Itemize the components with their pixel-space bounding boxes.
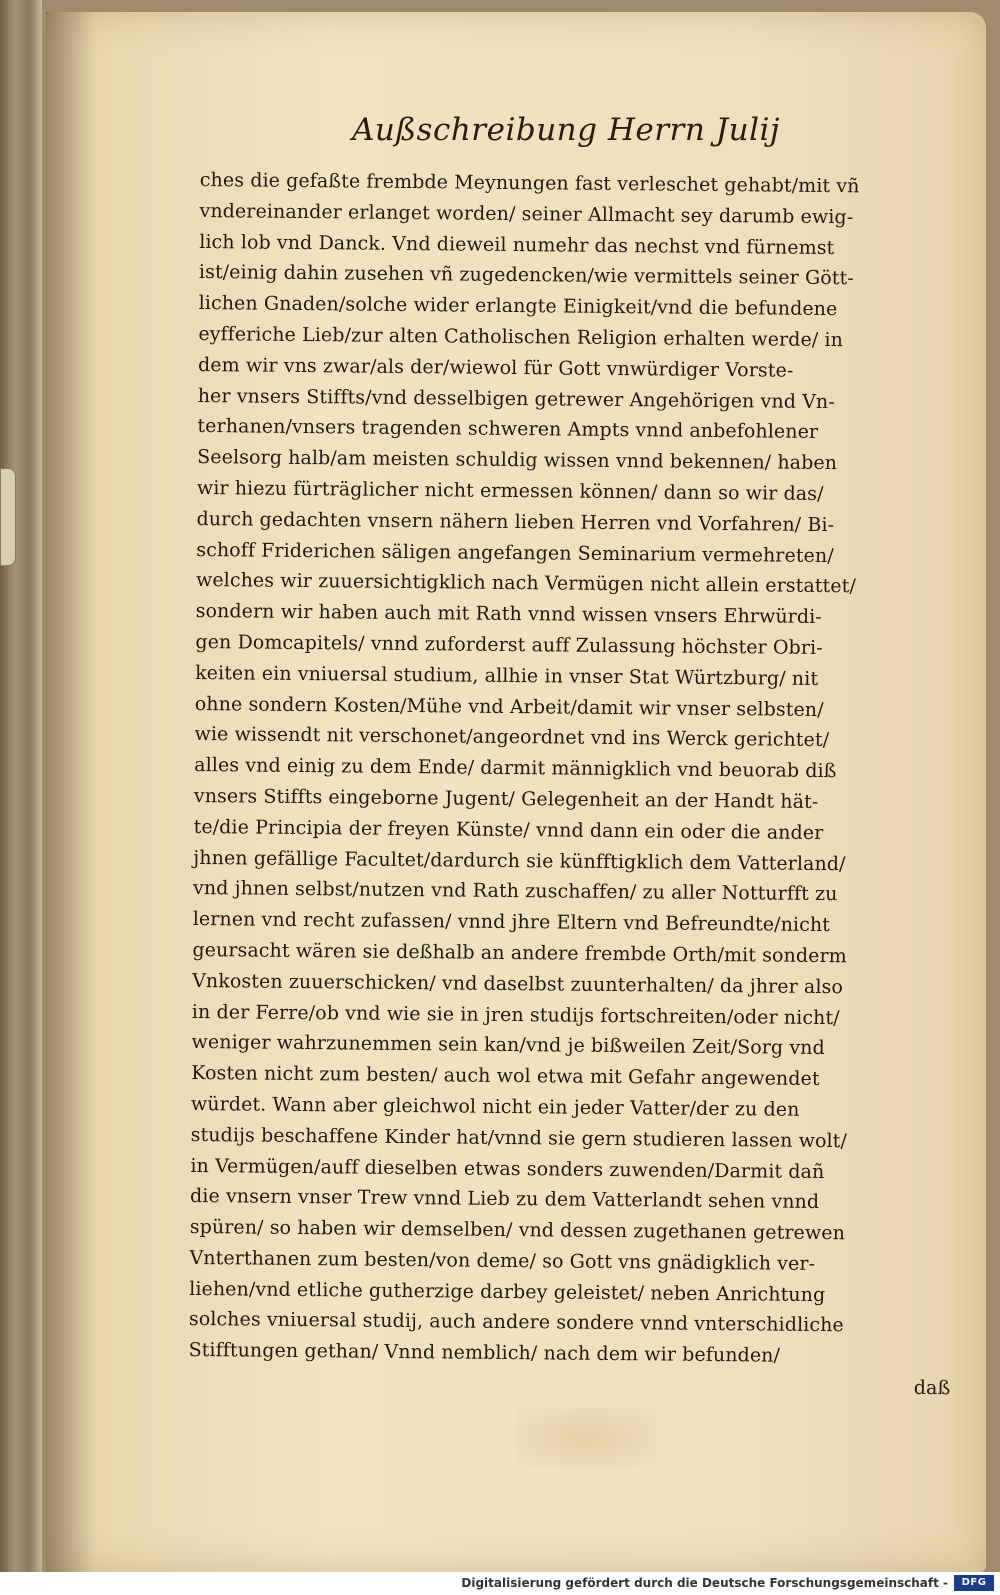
text-line: ohne sondern Kosten/Mühe vnd Arbeit/damit wir vnser selbsten/	[194, 692, 824, 721]
text-line: te/die Principia der freyen Künste/ vnnd dann ein oder die ander	[193, 815, 824, 844]
text-line: wie wissendt nit verschonet/angeordnet vnd ins Werck gerichtet/	[194, 723, 830, 752]
text-line: geursacht wären sie deßhalb an andere frembde Orth/mit sonderm	[192, 938, 847, 968]
text-line: lichen Gnaden/solche wider erlangte Einigkeit/vnd die befundene	[198, 292, 838, 321]
text-line: in der Ferre/ob vnd wie sie in jren studijs fortschreiten/oder nicht/	[191, 1000, 840, 1029]
text-line: Vnterthanen zum besten/von deme/ so Gott vns gnädigklich ver-	[189, 1246, 816, 1275]
text-line: alles vnd einig zu dem Ende/ darmit männigklich vnd beuorab diß	[194, 754, 837, 783]
footer	[0, 1572, 1000, 1595]
text-line: gen Domcapitels/ vnnd zuforderst auff Zulassung höchster Obri-	[195, 630, 823, 659]
text-line: Vnkosten zuuerschicken/ vnd daselbst zuunterhalten/ da jhrer also	[192, 969, 844, 998]
text-line: her vnsers Stiffts/vnd desselbigen getrewer Angehörigen vnd Vn-	[197, 384, 835, 413]
text-line: durch gedachten vnsern nähern lieben Herren vnd Vorfahren/ Bi-	[196, 507, 835, 536]
text-line: dem wir vns zwar/als der/wiewol für Gott vnwürdiger Vorste-	[197, 353, 794, 382]
body-text	[188, 165, 970, 1404]
text-line: lernen vnd recht zufassen/ vnnd jhre Eltern vnd Befreundte/nicht	[192, 908, 831, 937]
dfg-logo: DFG	[954, 1575, 994, 1591]
text-line: weniger wahrzunemmen sein kan/vnd je bißweilen Zeit/Sorg vnd	[191, 1031, 825, 1060]
text-line: wir hiezu fürträglicher nicht ermessen können/ dann so wir das/	[196, 476, 824, 505]
page-gutter-shadow	[46, 12, 94, 1572]
text-line: ches die gefaßte frembde Meynungen fast verleschet gehabt/mit vñ	[199, 168, 860, 198]
text-line: eyfferiche Lieb/zur alten Catholischen Religion erhalten werde/ in	[198, 322, 844, 352]
paper-stain	[516, 1407, 656, 1467]
text-line: Kosten nicht zum besten/ auch wol etwa mit Gefahr angewendet	[191, 1062, 820, 1091]
text-line: ist/einig dahin zusehen vñ zugedencken/wie vermittels seiner Gött-	[198, 261, 854, 290]
text-line: Seelsorg halb/am meisten schuldig wissen vnnd bekennen/ haben	[197, 446, 838, 475]
text-line: vnd jhnen selbst/nutzen vnd Rath zuschaffen/ zu aller Notturfft zu	[192, 877, 838, 906]
text-line: liehen/vnd etliche gutherzige darbey geleistet/ neben Anrichtung	[189, 1277, 826, 1306]
text-line: keiten ein vniuersal studium, allhie in vnser Stat Würtzburg/ nit	[195, 661, 819, 690]
running-head: Außschreibung Herrn Julij	[352, 112, 781, 148]
text-line: in Vermügen/auff dieselben etwas sonders zuwenden/Darmit dañ	[190, 1154, 825, 1183]
book-page-edges	[0, 0, 42, 1572]
text-line: schoff Friderichen säligen angefangen Seminarium vermehreten/	[196, 538, 834, 567]
text-line: spüren/ so haben wir demselben/ vnd dessen zugethanen getrewen	[189, 1216, 846, 1245]
text-line: welches wir zuuersichtigklich nach Vermügen nicht allein erstattet/	[195, 569, 856, 598]
catchword: daß	[913, 1376, 951, 1400]
text-line: studijs beschaffene Kinder hat/vnnd sie gern studieren lassen wolt/	[190, 1123, 848, 1152]
footer-credit: Digitalisierung gefördert durch die Deutsche Forschungsgemeinschaft -	[461, 1576, 948, 1590]
page-tab-marker	[0, 468, 16, 566]
text-line: die vnsern vnser Trew vnnd Lieb zu dem Vatterlandt sehen vnnd	[189, 1185, 820, 1214]
text-line: vnsers Stiffts eingeborne Jugent/ Gelegenheit an der Handt hät-	[193, 784, 819, 813]
text-line: solches vniuersal studij, auch andere sondere vnnd vnterschidliche	[188, 1308, 844, 1337]
text-line: vndereinander erlanget worden/ seiner Allmacht sey darumb ewig-	[199, 199, 854, 229]
text-line: terhanen/vnsers tragenden schweren Ampts vnnd anbefohlener	[197, 415, 819, 444]
text-line: lich lob vnd Danck. Vnd dieweil numehr das nechst vnd fürnemst	[199, 230, 835, 259]
text-line: jhnen gefällige Facultet/dardurch sie künfftigklich dem Vatterland/	[193, 846, 846, 875]
text-line: sondern wir haben auch mit Rath vnnd wissen vnsers Ehrwürdi-	[195, 600, 822, 629]
text-line: Stifftungen gethan/ Vnnd nemblich/ nach dem wir befunden/	[188, 1339, 781, 1367]
text-line: würdet. Wann aber gleichwol nicht ein jeder Vatter/der zu den	[190, 1092, 800, 1121]
